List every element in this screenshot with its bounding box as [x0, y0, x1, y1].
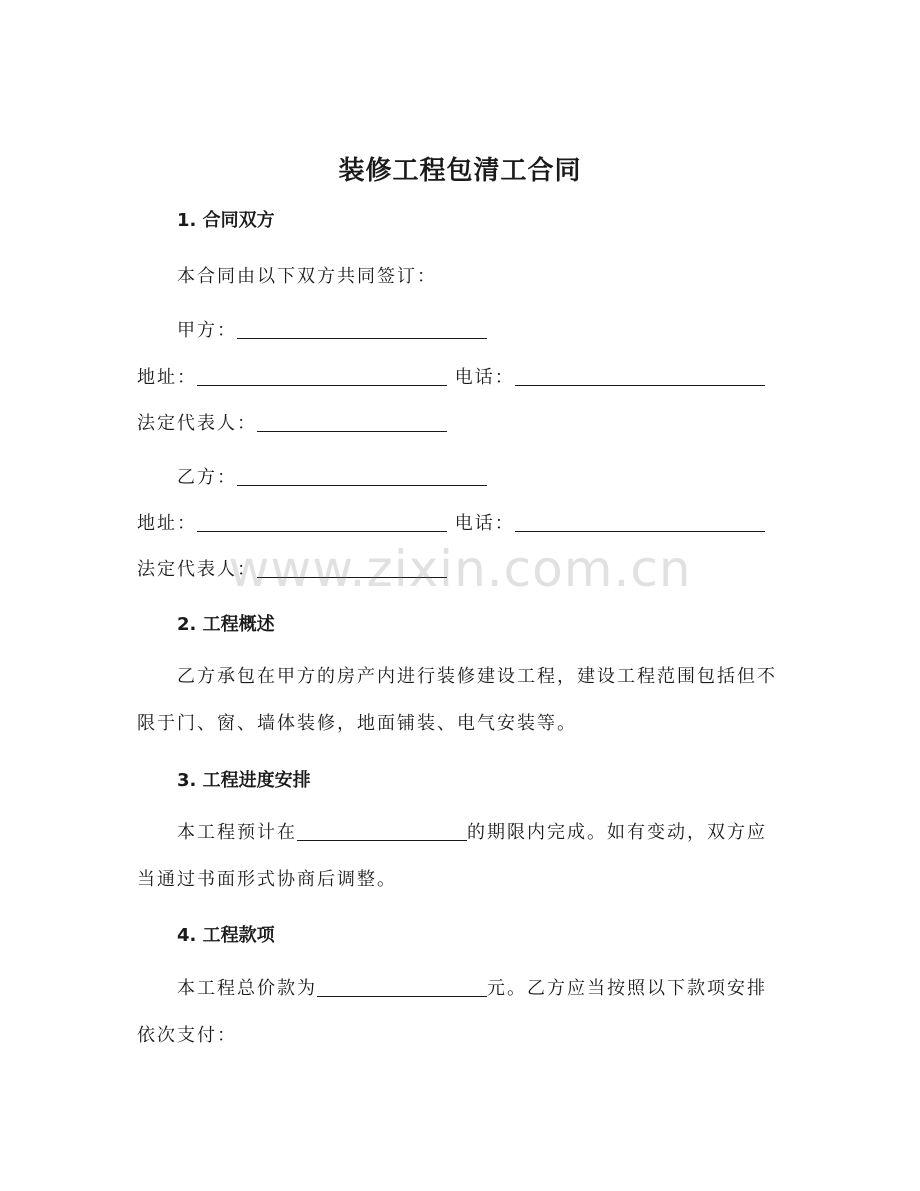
- party-b-legal-rep-label: 法定代表人：: [137, 559, 257, 580]
- party-a-line: [177, 316, 487, 342]
- party-a-address-phone-line: [137, 363, 765, 389]
- party-b-legal-rep-blank: [257, 557, 447, 578]
- section-heading-payment: 4. 工程款项: [177, 925, 275, 946]
- section-heading-parties: 1. 合同双方: [177, 210, 275, 231]
- party-a-legal-rep-blank: [257, 411, 447, 432]
- payment-amount-blank: [317, 976, 487, 997]
- payment-text-before: 本工程总价款为: [177, 978, 317, 999]
- party-a-address-blank: [197, 365, 447, 386]
- section-heading-overview: 2. 工程概述: [177, 614, 275, 635]
- contract-intro: 本合同由以下双方共同签订：: [177, 266, 437, 287]
- party-b-line: [177, 463, 487, 489]
- party-a-label: 甲方：: [177, 320, 237, 341]
- document-title: 装修工程包清工合同: [338, 156, 582, 186]
- schedule-text-before: 本工程预计在: [177, 822, 297, 843]
- payment-paragraph: [137, 965, 777, 1059]
- party-b-rep-line: [137, 555, 447, 581]
- party-b-address-phone-line: [137, 509, 765, 535]
- party-b-blank: [237, 465, 487, 486]
- payment-text-after: 元。乙方应当按照以下款项安排依次支付：: [137, 978, 767, 1046]
- schedule-text-after: 的期限内完成。如有变动，双方应当通过书面形式协商后调整。: [137, 822, 767, 890]
- party-b-phone-label: 电话：: [454, 513, 515, 534]
- party-a-address-label: 地址：: [137, 367, 197, 388]
- party-a-phone-blank: [515, 365, 765, 386]
- party-b-address-blank: [197, 511, 447, 532]
- party-a-legal-rep-label: 法定代表人：: [137, 413, 257, 434]
- party-b-phone-blank: [515, 511, 765, 532]
- party-b-label: 乙方：: [177, 467, 237, 488]
- watermark: www.zixin.com.cn: [228, 540, 692, 598]
- party-b-address-label: 地址：: [137, 513, 197, 534]
- party-a-rep-line: [137, 409, 447, 435]
- party-a-phone-label: 电话：: [454, 367, 515, 388]
- section-heading-schedule: 3. 工程进度安排: [177, 770, 311, 791]
- party-a-blank: [237, 318, 487, 339]
- overview-paragraph: 乙方承包在甲方的房产内进行装修建设工程，建设工程范围包括但不限于门、窗、墙体装修，地面铺装、电气安装等。: [137, 666, 777, 734]
- schedule-period-blank: [297, 820, 467, 841]
- schedule-paragraph: [137, 809, 777, 903]
